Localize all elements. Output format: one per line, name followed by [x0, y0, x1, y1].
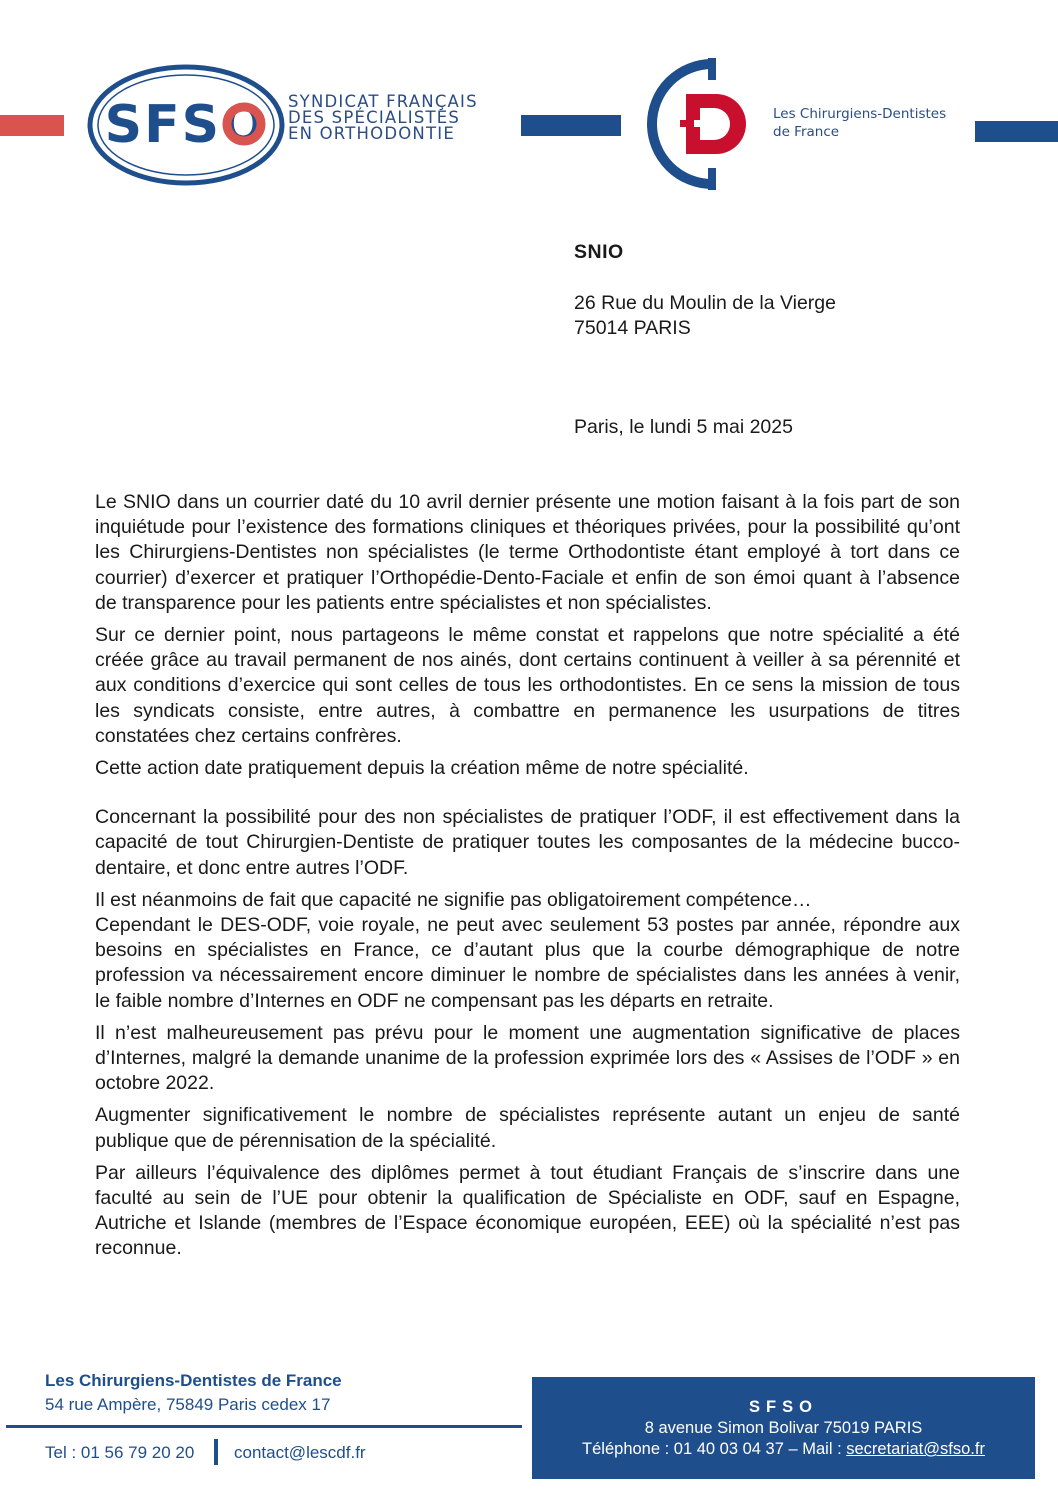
sfso-logo: [86, 62, 286, 188]
sfso-full-name: [288, 94, 478, 142]
sfso-name-line: SYNDICAT FRANÇAIS: [288, 92, 478, 111]
recipient-block: [574, 240, 836, 341]
cdf-name-line: Les Chirurgiens-Dentistes: [773, 106, 947, 122]
footer-sfso-box: [532, 1377, 1035, 1479]
footer-cdf-title: Les Chirurgiens-Dentistes de France: [45, 1371, 342, 1390]
sfso-name-line: EN ORTHODONTIE: [288, 124, 455, 143]
body-paragraph: Le SNIO dans un courrier daté du 10 avril dernier présente une motion faisant à la fois part de son inquiétude pour l’existence des formations cliniques et théoriques privées, pour la possibilité qu’ont les Chirurgiens-Dentistes non spécialistes (le terme Orthodontiste étant employé à tort dans ce courrier) d’exercer et pratiquer l’Orthopédie-Dento-Faciale et enfin de son émoi quant à l’absence de transparence pour les patients entre spécialistes et non spécialistes.: [95, 491, 960, 614]
footer-cdf-email-link[interactable]: contact@lescdf.fr: [234, 1443, 366, 1462]
sfso-name-line: DES SPÉCIALISTES: [288, 108, 461, 127]
footer-separator: [214, 1439, 218, 1465]
body-paragraph: Sur ce dernier point, nous partageons le même constat et rappelons que notre spécialité a été créée grâce au travail permanent de nos ainés, dont certains continuent à veiller à sa pérennité et aux conditions d’exercice qui sont celles de tous les orthodontistes. En ce sens la mission de tous les syndicats consiste, entre autres, à combattre en permanence les usurpations de titres constatées chez certains confrères.: [95, 624, 960, 747]
body-paragraph: Concernant la possibilité pour des non spécialistes de pratiquer l’ODF, il est effectivement dans la capacité de tout Chirurgien-Dentiste de pratiquer toutes les composantes de la médecine bucco-dentaire, et donc entre autres l’ODF.: [95, 806, 960, 879]
footer-sfso-contact: [532, 1439, 1035, 1460]
body-paragraph: Par ailleurs l’équivalence des diplômes permet à tout étudiant Français de s’inscrire dans une faculté au sein de l’UE pour obtenir la qualification de Spécialiste en ODF, sauf en Espagne, Autriche et Islande (membres de l’Espace économique européen, EEE) où la spécialité n’est pas reconnue.: [95, 1161, 960, 1260]
cdf-logo: [646, 58, 758, 190]
header-blue-bar-middle: [521, 115, 621, 136]
body-paragraph: Il n’est malheureusement pas prévu pour le moment une augmentation significative de places d’Internes, malgré la demande unanime de la profession exprimée lors des « Assises de l’ODF » en octobre 2022.: [95, 1021, 960, 1095]
letter-body: [95, 490, 960, 1269]
footer-cdf-address: 54 rue Ampère, 75849 Paris cedex 17: [45, 1395, 331, 1414]
footer-sfso-phone: Téléphone : 01 40 03 04 37 – Mail :: [582, 1440, 847, 1458]
body-paragraph: Augmenter significativement le nombre de spécialistes représente autant un enjeu de santé publique que de pérennisation de la spécialité.: [95, 1104, 960, 1152]
footer-sfso-title: SFSO: [749, 1398, 818, 1416]
body-paragraph: Cependant le DES-ODF, voie royale, ne peut avec seulement 53 postes par année, répondre aux besoins en spécialistes en France, ce d’autant plus que la courbe démographique de notre profession va nécessairement encore diminuer le nombre de spécialistes dans les années à venir, le faible nombre d’Internes en ODF ne compensant pas les départs en retraite.: [95, 914, 960, 1012]
header-red-bar: [0, 115, 64, 136]
footer-sfso-address: 8 avenue Simon Bolivar 75019 PARIS: [644, 1419, 923, 1437]
header-blue-bar-right: [975, 121, 1058, 142]
footer-cdf-phone: Tel : 01 56 79 20 20: [45, 1443, 195, 1462]
cdf-name-line: de France: [773, 124, 840, 140]
body-paragraph: Cette action date pratiquement depuis la création même de notre spécialité.: [95, 757, 749, 780]
recipient-address-line: 26 Rue du Moulin de la Vierge: [574, 292, 836, 314]
sfso-logo-letters-blue: SFSO: [104, 95, 268, 155]
footer-divider: [6, 1425, 522, 1428]
recipient-name: SNIO: [574, 241, 624, 263]
cdf-full-name: [773, 105, 946, 141]
letter-date: Paris, le lundi 5 mai 2025: [574, 416, 793, 438]
footer-sfso-email-link[interactable]: secretariat@sfso.fr: [846, 1440, 985, 1458]
recipient-address-line: 75014 PARIS: [574, 317, 691, 339]
body-paragraph: Il est néanmoins de fait que capacité ne signifie pas obligatoirement compétence…: [95, 888, 812, 911]
